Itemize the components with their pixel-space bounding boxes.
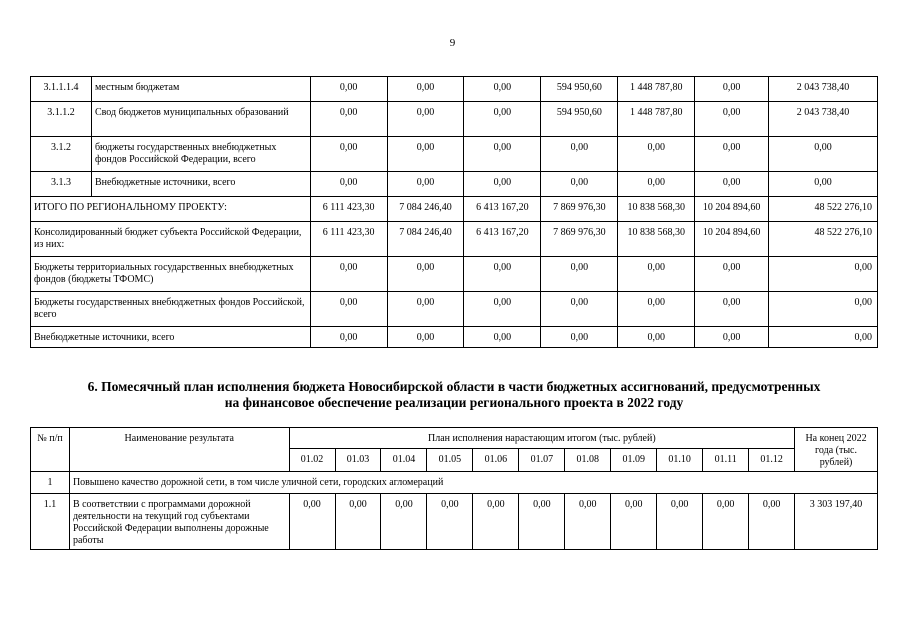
row-value: 0,00	[695, 102, 769, 137]
month-value: 0,00	[335, 494, 381, 550]
summary-value: 0,00	[618, 257, 695, 292]
month-header: 01.04	[381, 449, 427, 472]
result-row	[31, 494, 878, 550]
budget-sources-table	[30, 76, 878, 348]
month-header: 01.10	[657, 449, 703, 472]
summary-value: 48 522 276,10	[769, 197, 878, 222]
month-header: 01.03	[335, 449, 381, 472]
row-value: 0,00	[464, 137, 541, 172]
row-value: 0,00	[310, 172, 387, 197]
summary-value: 6 413 167,20	[464, 197, 541, 222]
summary-value: 0,00	[769, 327, 878, 348]
summary-name: Бюджеты государственных внебюджетных фондов Российской, всего	[31, 292, 311, 327]
result-num: 1.1	[31, 494, 70, 550]
month-header: 01.07	[519, 449, 565, 472]
row-value: 0,00	[618, 172, 695, 197]
summary-row	[31, 197, 878, 222]
summary-value: 0,00	[387, 257, 464, 292]
summary-value: 0,00	[541, 257, 618, 292]
summary-value: 10 838 568,30	[618, 222, 695, 257]
summary-value: 0,00	[618, 327, 695, 348]
summary-value: 0,00	[464, 327, 541, 348]
month-header: 01.12	[749, 449, 795, 472]
header-name: Наименование результата	[69, 428, 289, 472]
month-value: 0,00	[749, 494, 795, 550]
month-header: 01.05	[427, 449, 473, 472]
summary-value: 7 084 246,40	[387, 222, 464, 257]
summary-value: 0,00	[695, 292, 769, 327]
month-value: 0,00	[703, 494, 749, 550]
group-num: 1	[31, 472, 70, 494]
row-value: 0,00	[618, 137, 695, 172]
row-name: Внебюджетные источники, всего	[91, 172, 310, 197]
row-value: 0,00	[464, 77, 541, 102]
section-6-heading	[30, 379, 878, 411]
table-row	[31, 137, 878, 172]
summary-value: 10 204 894,60	[695, 197, 769, 222]
month-header: 01.02	[289, 449, 335, 472]
month-value: 0,00	[519, 494, 565, 550]
month-value: 0,00	[427, 494, 473, 550]
summary-row	[31, 257, 878, 292]
row-value: 0,00	[387, 102, 464, 137]
summary-value: 6 111 423,30	[310, 222, 387, 257]
row-value: 0,00	[695, 137, 769, 172]
row-value: 0,00	[310, 77, 387, 102]
table-row	[31, 172, 878, 197]
header-num: № п/п	[31, 428, 70, 472]
row-number: 3.1.2	[31, 137, 92, 172]
row-value: 0,00	[387, 137, 464, 172]
summary-value: 0,00	[310, 327, 387, 348]
row-value: 0,00	[541, 137, 618, 172]
row-value: 0,00	[695, 77, 769, 102]
summary-row	[31, 327, 878, 348]
row-value: 0,00	[387, 77, 464, 102]
summary-value: 6 111 423,30	[310, 197, 387, 222]
row-value: 0,00	[387, 172, 464, 197]
row-value: 0,00	[769, 172, 878, 197]
summary-value: 0,00	[387, 327, 464, 348]
section-6-title-line-2: на финансовое обеспечение реализации регионального проекта в 2022 году	[224, 395, 684, 410]
summary-value: 6 413 167,20	[464, 222, 541, 257]
month-header: 01.08	[565, 449, 611, 472]
summary-value: 0,00	[310, 257, 387, 292]
summary-name: Внебюджетные источники, всего	[31, 327, 311, 348]
row-value: 0,00	[310, 137, 387, 172]
row-value: 0,00	[464, 102, 541, 137]
page-number: 9	[449, 37, 456, 49]
header-plan: План исполнения нарастающим итогом (тыс. рублей)	[289, 428, 794, 449]
row-number: 3.1.3	[31, 172, 92, 197]
summary-value: 0,00	[769, 292, 878, 327]
year-end-total: 3 303 197,40	[795, 494, 878, 550]
summary-value: 0,00	[769, 257, 878, 292]
row-value: 2 043 738,40	[769, 102, 878, 137]
table-row	[31, 77, 878, 102]
summary-name: ИТОГО ПО РЕГИОНАЛЬНОМУ ПРОЕКТУ:	[31, 197, 311, 222]
summary-value: 0,00	[541, 327, 618, 348]
month-header: 01.06	[473, 449, 519, 472]
month-value: 0,00	[657, 494, 703, 550]
month-value: 0,00	[289, 494, 335, 550]
month-value: 0,00	[565, 494, 611, 550]
summary-value: 7 084 246,40	[387, 197, 464, 222]
row-value: 0,00	[769, 137, 878, 172]
summary-value: 7 869 976,30	[541, 222, 618, 257]
row-value: 0,00	[464, 172, 541, 197]
month-header: 01.09	[611, 449, 657, 472]
summary-value: 0,00	[464, 257, 541, 292]
row-value: 0,00	[695, 172, 769, 197]
summary-value: 7 869 976,30	[541, 197, 618, 222]
summary-value: 48 522 276,10	[769, 222, 878, 257]
result-name: В соответствии с программами дорожной деятельности на текущий год субъектами Российской Федерации выполнены дорожные работы	[69, 494, 289, 550]
month-value: 0,00	[381, 494, 427, 550]
row-value: 594 950,60	[541, 102, 618, 137]
section-6-title-line-1: 6. Помесячный план исполнения бюджета Новосибирской области в части бюджетных ассигнований, предусмотренных	[87, 379, 821, 394]
row-name: бюджеты государственных внебюджетных фондов Российской Федерации, всего	[91, 137, 310, 172]
row-value: 0,00	[541, 172, 618, 197]
row-value: 0,00	[310, 102, 387, 137]
summary-value: 0,00	[310, 292, 387, 327]
month-header: 01.11	[703, 449, 749, 472]
group-row	[31, 472, 878, 494]
header-row	[31, 428, 878, 449]
month-value: 0,00	[611, 494, 657, 550]
row-value: 1 448 787,80	[618, 102, 695, 137]
row-value: 1 448 787,80	[618, 77, 695, 102]
summary-value: 0,00	[695, 257, 769, 292]
summary-value: 0,00	[541, 292, 618, 327]
summary-name: Бюджеты территориальных государственных внебюджетных фондов (бюджеты ТФОМС)	[31, 257, 311, 292]
header-end: На конец 2022 года (тыс. рублей)	[795, 428, 878, 472]
row-number: 3.1.1.2	[31, 102, 92, 137]
summary-value: 0,00	[618, 292, 695, 327]
row-name: Свод бюджетов муниципальных образований	[91, 102, 310, 137]
summary-name: Консолидированный бюджет субъекта Российской Федерации, из них:	[31, 222, 311, 257]
summary-row	[31, 222, 878, 257]
monthly-plan-table	[30, 427, 878, 550]
summary-value: 0,00	[695, 327, 769, 348]
summary-value: 0,00	[387, 292, 464, 327]
row-value: 2 043 738,40	[769, 77, 878, 102]
row-number: 3.1.1.1.4	[31, 77, 92, 102]
group-name: Повышено качество дорожной сети, в том числе уличной сети, городских агломераций	[69, 472, 877, 494]
row-name: местным бюджетам	[91, 77, 310, 102]
summary-row	[31, 292, 878, 327]
summary-value: 10 838 568,30	[618, 197, 695, 222]
month-value: 0,00	[473, 494, 519, 550]
summary-value: 10 204 894,60	[695, 222, 769, 257]
table-row	[31, 102, 878, 137]
summary-value: 0,00	[464, 292, 541, 327]
row-value: 594 950,60	[541, 77, 618, 102]
